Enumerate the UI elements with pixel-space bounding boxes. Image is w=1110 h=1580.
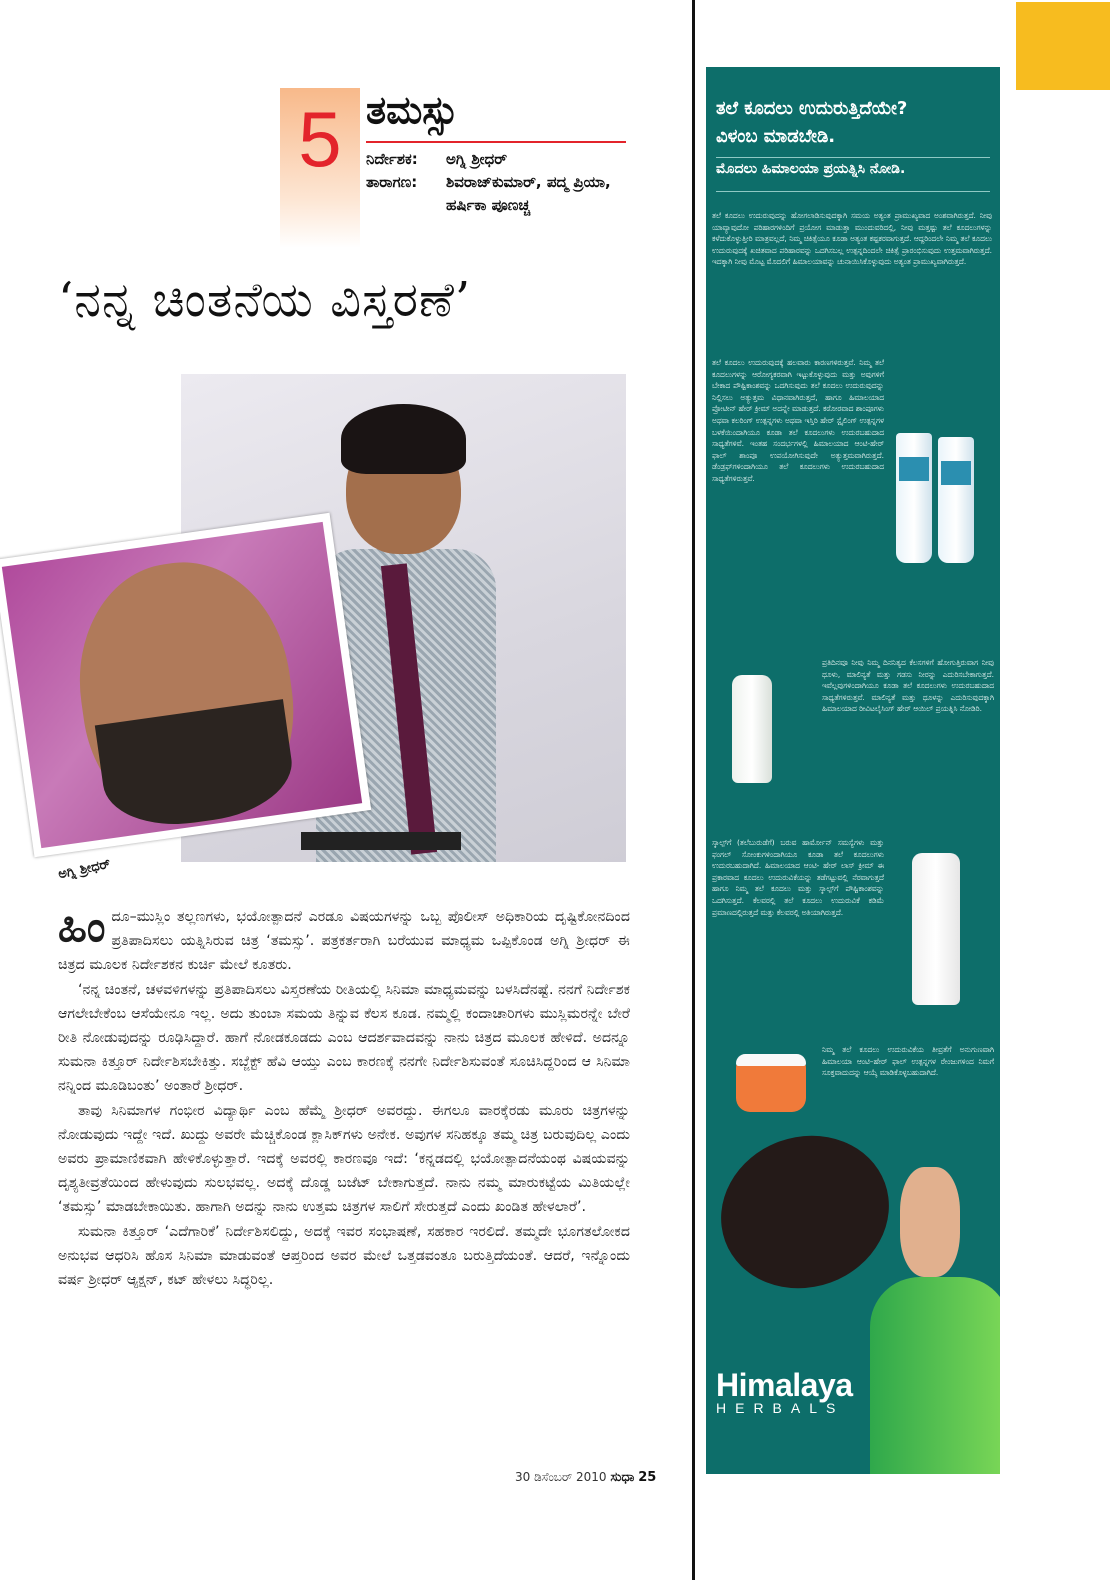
cast-label: ತಾರಾಗಣ: bbox=[366, 173, 418, 191]
director-photo bbox=[0, 513, 371, 857]
film-title: ತಮಸ್ಸು bbox=[366, 88, 459, 132]
shampoo-bottle bbox=[912, 853, 960, 1005]
ad-headline: ತಲೆ ಕೂದಲು ಉದುರುತ್ತಿದೆಯೇ? ವಿಳಂಬ ಮಾಡಬೇಡಿ. bbox=[716, 98, 908, 147]
photo-caption: ಅಗ್ನಿ ಶ್ರೀಧರ್ bbox=[57, 856, 112, 883]
director-label: ನಿರ್ದೇಶಕ: bbox=[366, 150, 418, 168]
model-photo bbox=[720, 1127, 1000, 1474]
ad-rule bbox=[716, 191, 990, 192]
article-paragraph: ತಾವು ಸಿನಿಮಾಗಳ ಗಂಭೀರ ವಿದ್ಯಾರ್ಥಿ ಎಂಬ ಹೆಮ್ಮೆ ಶ್ರೀಧರ್ ಅವರದ್ದು. ಈಗಲೂ ವಾರಕ್ಕೆರಡು ಮೂರು ಚಿತ್ರಗಳನ್ನು ನೋಡುವುದು ಇದ್ದೇ ಇದೆ. ಖುದ್ದು ಅವರೇ ಮೆಚ್ಚಿಕೊಂಡ ಕ್ಲಾಸಿಕ್‌ಗಳು ಅನೇಕ. ಅವುಗಳ ಸನಿಹಕ್ಕೂ ತಮ್ಮ ಚಿತ್ರ ಬರುವುದಿಲ್ಲ ಎಂದು ಅವರು ಪ್ರಾಮಾಣಿಕವಾಗಿ ಹೇಳಿಕೊಳ್ಳುತ್ತಾರೆ. ಇದಕ್ಕೆ ಅವರಲ್ಲಿ ಕಾರಣವೂ ಇದೆ: ‘ಕನ್ನಡದಲ್ಲಿ ಭಯೋತ್ಪಾದನೆಯಂಥ ವಿಷಯವನ್ನು ದೃಶ್ಯತೀವ್ರತೆಯಿಂದ ಹೇಳುವುದು ಸುಲಭವಲ್ಲ. ಅದಕ್ಕೆ ದೊಡ್ಡ ಬಜೆಟ್ ಬೇಕಾಗುತ್ತದೆ. ನಾನು ನಮ್ಮ ಮಾರುಕಟ್ಟೆಯ ಮಿತಿಯಲ್ಲೇ ‘ತಮಸ್ಸು’ ಮಾಡಬೇಕಾಯಿತು. ಹಾಗಾಗಿ ಅದನ್ನು ನಾನು ಉತ್ತಮ ಚಿತ್ರಗಳ ಸಾಲಿಗೆ ಸೇರುತ್ತದೆ ಎಂದು ಖಂಡಿತ ಹೇಳಲಾರೆ’. bbox=[58, 1102, 630, 1216]
title-rule bbox=[366, 141, 626, 143]
cast-names: ಶಿವರಾಜ್‌ಕುಮಾರ್, ಪದ್ಮ ಪ್ರಿಯಾ, ಹರ್ಷಿಕಾ ಪೂಣಚ್ಚ bbox=[446, 173, 611, 214]
article-body bbox=[58, 902, 630, 1292]
article-paragraph: ಹಿಂದೂ–ಮುಸ್ಲಿಂ ತಲ್ಲಣಗಳು, ಭಯೋತ್ಪಾದನೆ ಎರಡೂ ವಿಷಯಗಳನ್ನು ಒಬ್ಬ ಪೊಲೀಸ್ ಅಧಿಕಾರಿಯ ದೃಷ್ಟಿಕೋನದಿಂದ ಪ್ರತಿಪಾದಿಸಲು ಯತ್ನಿಸಿರುವ ಚಿತ್ರ ‘ತಮಸ್ಸು’. ಪತ್ರಕರ್ತರಾಗಿ ಬರೆಯುವ ಮಾಧ್ಯಮ ಒಪ್ಪಿಕೊಂಡ ಅಗ್ನಿ ಶ್ರೀಧರ್ ಈ ಚಿತ್ರದ ಮೂಲಕ ನಿರ್ದೇಶಕನ ಕುರ್ಚಿ ಮೇಲೆ ಕೂತರು. bbox=[58, 902, 630, 974]
himalaya-logo: Himalaya HERBALS bbox=[716, 1367, 853, 1416]
director-credit bbox=[366, 148, 636, 171]
ranking-number: 5 bbox=[298, 95, 342, 183]
hair-oil-bottle bbox=[732, 675, 772, 783]
ad-rule bbox=[716, 157, 990, 158]
article-headline: ‘ನನ್ನ ಚಿಂತನೆಯ ವಿಸ್ತರಣೆ’ bbox=[58, 272, 472, 328]
dropcap: ಹಿಂ bbox=[58, 902, 106, 951]
hair-cream-jar bbox=[736, 1054, 806, 1112]
issue-date: 30 ಡಿಸೆಂಬರ್ 2010 bbox=[515, 1470, 607, 1484]
column-divider bbox=[692, 0, 695, 1580]
page-number: 25 bbox=[638, 1470, 657, 1485]
ad-text-block: ಸ್ಕಾಲ್ಪ್‌ಗೆ (ತಲೆಬುರುಡೆಗೆ) ಬರುವ ಹಾರ್ಮೋನ್ ಸಮಸ್ಯೆಗಳು ಮತ್ತು ಫಂಗಲ್ ಸೋಂಕುಗಳಿಂದಾಗಿಯೂ ಕೂಡಾ ತಲೆ ಕೂದಲುಗಳು ಉದುರಬಹುದಾಗಿದೆ. ಹಿಮಾಲಯಾದ ಆಂಟಿ- ಹೇರ್ ಲಾಸ್ ಕ್ರೀಮ್ ಈ ಪ್ರಕಾರವಾದ ಕೂದಲು ಉದುರುವಿಕೆಯನ್ನು ತಡೆಗಟ್ಟುವಲ್ಲಿ ನೆರವಾಗುತ್ತದೆ ಹಾಗೂ ನಿಮ್ಮ ತಲೆ ಕೂದಲು ಮತ್ತು ಸ್ಕಾಲ್ಪ್‌ಗೆ ಪೌಷ್ಟಿಕಾಂಶವನ್ನು ಒದಗಿಸುತ್ತದೆ. ಕೆಲವರಲ್ಲಿ ತಲೆ ಕೂದಲು ಉದುರುವಿಕೆ ಕಡಿಮೆ ಪ್ರಮಾಣದಲ್ಲಿರುತ್ತದೆ ಮತ್ತು ಕೆಲವರಲ್ಲಿ ಅತಿಯಾಗಿರುತ್ತದೆ. bbox=[712, 838, 884, 917]
hair-cream-tube bbox=[938, 437, 974, 563]
ad-text-block: ಪ್ರತಿದಿನವೂ ನೀವು ನಿಮ್ಮ ದಿನನಿತ್ಯದ ಕೆಲಸಗಳಿಗೆ ಹೋಗುತ್ತಿರುವಾಗ ನೀವು ಧೂಳು, ಮಾಲಿನ್ಯತೆ ಮತ್ತು ಗಡಸು ನೀರನ್ನು ಎದುರಿಸಬೇಕಾಗುತ್ತದೆ. ಇವೆಲ್ಲವುಗಳಿಂದಾಗಿಯೂ ಕೂಡಾ ತಲೆ ಕೂದಲುಗಳು ಉದುರಬಹುದಾದ ಸಾಧ್ಯತೆಗಳಿರುತ್ತವೆ. ಮಾಲಿನ್ಯತೆ ಮತ್ತು ಧೂಳನ್ನು ಎದುರಿಸುವುದಕ್ಕಾಗಿ ಹಿಮಾಲಯಾದ ರೀವಿಟಲೈಸಿಂಗ್ ಹೇರ್ ಆಯಿಲ್ ಪ್ರಯತ್ನಿಸಿ ನೋಡಿರಿ. bbox=[822, 658, 994, 714]
hair-cream-tube bbox=[896, 433, 932, 563]
article-paragraph: ಸುಮನಾ ಕಿತ್ತೂರ್ ‘ಎದೆಗಾರಿಕೆ’ ನಿರ್ದೇಶಿಸಲಿದ್ದು, ಅದಕ್ಕೆ ಇವರ ಸಂಭಾಷಣೆ, ಸಹಕಾರ ಇರಲಿದೆ. ತಮ್ಮದೇ ಭೂಗತಲೋಕದ ಅನುಭವ ಆಧರಿಸಿ ಹೊಸ ಸಿನಿಮಾ ಮಾಡುವಂತೆ ಆಪ್ತರಿಂದ ಅವರ ಮೇಲೆ ಒತ್ತಡವಂತೂ ಬರುತ್ತಿದೆಯಂತೆ. ಆದರೆ, ಇನ್ನೊಂದು ವರ್ಷ ಶ್ರೀಧರ್ ಆ್ಯಕ್ಷನ್, ಕಟ್ ಹೇಳಲು ಸಿದ್ಧರಿಲ್ಲ. bbox=[58, 1223, 630, 1289]
corner-color-tab bbox=[1016, 2, 1110, 90]
ad-text-block: ನಿಮ್ಮ ತಲೆ ಕೂದಲು ಉದುರುವಿಕೆಯ ತೀವ್ರತೆಗೆ ಅನುಗುಣವಾಗಿ ಹಿಮಾಲಯಾ ಆಂಟಿ–ಹೇರ್ ಫಾಲ್ ಉತ್ಪನ್ನಗಳ ರೇಂಜುಗಳಿಂದ ನಿಮಗೆ ಸೂಕ್ತವಾದುದನ್ನು ಆಯ್ಕೆ ಮಾಡಿಕೊಳ್ಳಬಹುದಾಗಿದೆ. bbox=[822, 1045, 994, 1078]
director-name: ಅಗ್ನಿ ಶ್ರೀಧರ್ bbox=[446, 150, 508, 168]
cast-credit bbox=[366, 171, 636, 217]
page-footer bbox=[515, 1470, 656, 1485]
himalaya-advertisement bbox=[706, 67, 1000, 1474]
magazine-name: ಸುಧಾ bbox=[610, 1470, 635, 1485]
ad-subhead: ಮೊದಲು ಹಿಮಾಲಯಾ ಪ್ರಯತ್ನಿಸಿ ನೋಡಿ. bbox=[716, 161, 906, 177]
ad-intro-text: ತಲೆ ಕೂದಲು ಉದುರುವುದನ್ನು ಹೋಗಲಾಡಿಸುವುದಕ್ಕಾಗಿ ಸಮಯ ಅತ್ಯಂತ ಪ್ರಾಮುಖ್ಯವಾದ ಅಂಶವಾಗಿರುತ್ತದೆ. ನೀವು ಯಾವ್ಯಾವುದೋ ಪರಿಹಾರಗಳಿಂದಿಗೆ ಪ್ರಯೋಗ ಮಾಡುತ್ತಾ ಮುಂದುವರಿದಲ್ಲಿ, ನೀವು ಮತ್ತಷ್ಟು ತಲೆ ಕೂದಲುಗಳನ್ನು ಕಳೆದುಕೊಳ್ಳುತ್ತೀರಿ ಮಾತ್ರವಲ್ಲದೆ, ನಿಮ್ಮ ಚಿಕಿತ್ಸೆಯೂ ಕೂಡಾ ಅತ್ಯಂತ ಕಷ್ಟಕರವಾಗುತ್ತದೆ. ಆದ್ದರಿಂದಲೇ ನಿಮ್ಮ ತಲೆ ಕೂದಲು ಉದುರುವುದಕ್ಕೆ ಖಚಿತವಾದ ಪರಿಹಾರವನ್ನು ಒದಗಿಸಬಲ್ಲ ಉತ್ಪನ್ನದಿಂದಲೇ ಚಿಕಿತ್ಸೆ ಪ್ರಾರಂಭಿಸುವುದು ಉತ್ತಮವಾಗಿರುತ್ತದೆ. ಇದಕ್ಕಾಗಿ ನೀವು ಮೊಟ್ಟ ಮೊದಲಿಗೆ ಹಿಮಾಲಯಾವನ್ನು ಚುನಾಯಿಸಿಕೊಳ್ಳುವುದು ಅತ್ಯಂತ ಪ್ರಾಮುಖ್ಯವಾಗಿರುತ್ತದೆ. bbox=[712, 211, 992, 267]
ad-text-block: ತಲೆ ಕೂದಲು ಉದುರುವುದಕ್ಕೆ ಹಲವಾರು ಕಾರಣಗಳಿರುತ್ತವೆ. ನಿಮ್ಮ ತಲೆ ಕೂದಲುಗಳನ್ನು ಆರೋಗ್ಯಕರವಾಗಿ ಇಟ್ಟುಕೊಳ್ಳುವುದು ಮತ್ತು ಅವುಗಳಿಗೆ ಬೇಕಾದ ಪೌಷ್ಟಿಕಾಂಶವನ್ನು ಒದಗಿಸುವುದು ತಲೆ ಕೂದಲು ಉದುರುವುದನ್ನು ನಿಲ್ಲಿಸಲು ಅತ್ಯುತ್ತಮ ವಿಧಾನವಾಗಿರುತ್ತದೆ, ಹಾಗೂ ಹಿಮಾಲಯಾದ ಪ್ರೋಟೀನ್ ಹೇರ್ ಕ್ರೀಮ್ ಅದನ್ನೇ ಮಾಡುತ್ತದೆ. ಕಠೋರವಾದ ಶಾಂಪೂಗಳು ಅಥವಾ ಕಲರಿಂಗ್ ಉತ್ಪನ್ನಗಳು ಅಥವಾ ಇಸ್ತಿರಿ ಹೇರ್ ಸ್ಟೈಲಿಂಗ್ ಉತ್ಪನ್ನಗಳ ಬಳಕೆಯಿಂದಾಗಿಯೂ ಕೂಡಾ ತಲೆ ಕೂದಲುಗಳು ಉದುರಬಹುದಾದ ಸಾಧ್ಯತೆಗಳಿವೆ. ಇಂತಹ ಸಂದರ್ಭಗಳಲ್ಲಿ ಹಿಮಾಲಯಾದ ಆಂಟಿ-ಹೇರ್ ಫಾಲ್ ಶಾಂಪೂ ಉಪಯೋಗಿಸುವುದೇ ಅತ್ಯುತ್ತಮವಾಗಿರುತ್ತದೆ. ಡೆಂಡ್ರಫ್‌ಗಳಿಂದಾಗಿಯೂ ತಲೆ ಕೂದಲುಗಳು ಉದುರಬಹುದಾದ ಸಾಧ್ಯತೆಗಳಿರುತ್ತವೆ. bbox=[712, 358, 884, 483]
article-paragraph: ‘ನನ್ನ ಚಿಂತನೆ, ಚಳವಳಿಗಳನ್ನು ಪ್ರತಿಪಾದಿಸಲು ವಿಸ್ತರಣೆಯ ರೀತಿಯಲ್ಲಿ ಸಿನಿಮಾ ಮಾಧ್ಯಮವನ್ನು ಬಳಸಿದೆನಷ್ಟೆ. ನನಗೆ ನಿರ್ದೇಶಕ ಆಗಲೇಬೇಕೆಂಬ ಆಸೆಯೇನೂ ಇಲ್ಲ. ಅದು ತುಂಬಾ ಸಮಯ ತಿನ್ನುವ ಕೆಲಸ ಕೂಡ. ನಮ್ಮಲ್ಲಿ ಕಂದಾಚಾರಿಗಳು ಮುಸ್ಲಿಮರನ್ನೇ ಬೇರೆ ರೀತಿ ನೋಡುವುದನ್ನು ರೂಢಿಸಿದ್ದಾರೆ. ಹಾಗೆ ನೋಡಕೂಡದು ಎಂಬ ಆದರ್ಶವಾದವನ್ನು ನಾನು ಚಿತ್ರದ ಮೂಲಕ ಹೇಳಿದೆ. ಅದನ್ನೂ ಸುಮನಾ ಕಿತ್ತೂರ್ ನಿರ್ದೇಶಿಸಬೇಕಿತ್ತು. ಸಬ್ಜೆಕ್ಟ್ ಹೆವಿ ಆಯ್ತು ಎಂಬ ಕಾರಣಕ್ಕೆ ನನಗೇ ನಿರ್ದೇಶಿಸುವಂತೆ ಸೂಚಿಸಿದ್ದರಿಂದ ಆ ಸಿನಿಮಾ ನನ್ನಿಂದ ಮೂಡಿಬಂತು’ ಅಂತಾರೆ ಶ್ರೀಧರ್. bbox=[58, 981, 630, 1095]
